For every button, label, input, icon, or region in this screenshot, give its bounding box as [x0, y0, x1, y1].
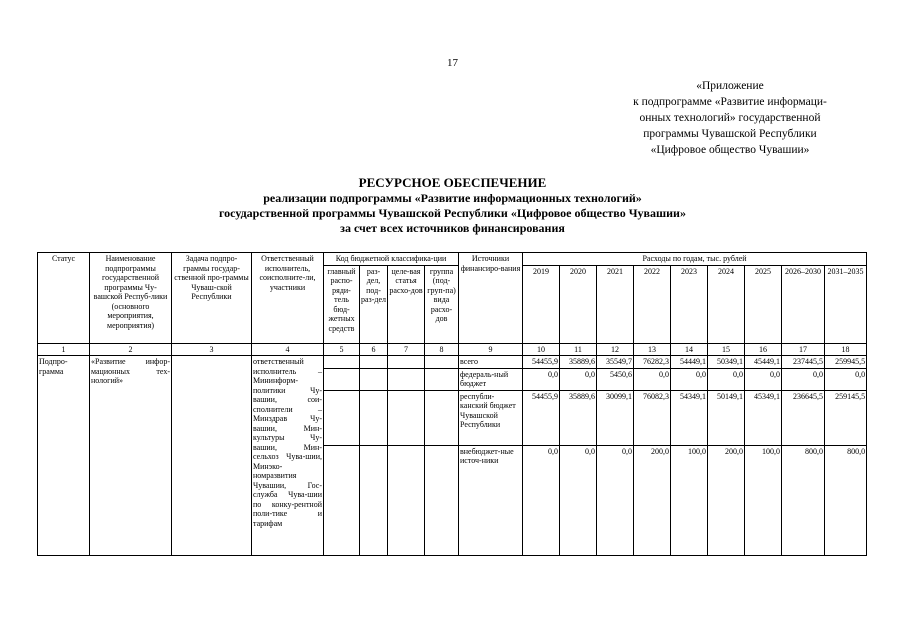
header-task: Задача подпро-граммы государ-ственной про-граммы Чуваш-ской Республики — [172, 253, 252, 344]
code-cell — [388, 390, 425, 445]
header-year: 2019 — [523, 265, 560, 343]
header-code-article: целе-вая статья расхо-дов — [388, 265, 425, 343]
title-line: государственной программы Чувашской Республики «Цифровое общество Чувашии» — [219, 206, 686, 220]
code-cell — [360, 356, 388, 369]
expense-value: 236645,5 — [782, 390, 825, 445]
header-year: 2021 — [597, 265, 634, 343]
code-cell — [388, 356, 425, 369]
expense-value: 0,0 — [782, 368, 825, 390]
expense-value: 0,0 — [745, 368, 782, 390]
document-title — [0, 175, 905, 236]
column-number: 10 — [523, 343, 560, 356]
source-label: республи-канский бюджет Чувашской Республики — [459, 390, 523, 445]
expense-value: 0,0 — [708, 368, 745, 390]
column-number: 15 — [708, 343, 745, 356]
appendix-line: к подпрограмме «Развитие информаци- — [633, 96, 827, 108]
header-year: 2022 — [634, 265, 671, 343]
row-status: Подпро-грамма — [38, 356, 90, 556]
expense-value: 45449,1 — [745, 356, 782, 369]
column-number: 18 — [825, 343, 867, 356]
header-budget-code: Код бюджетной классифика-ции — [324, 253, 459, 266]
column-number: 5 — [324, 343, 360, 356]
expense-value: 45349,1 — [745, 390, 782, 445]
header-responsible: Ответственный исполнитель, соисполните-ли, участники — [252, 253, 324, 344]
expense-value: 100,0 — [745, 445, 782, 555]
expense-value: 0,0 — [560, 445, 597, 555]
code-cell — [324, 390, 360, 445]
header-code-main-manager: главный распо-ряди-тель бюд-жетных средств — [324, 265, 360, 343]
header-code-section: раз-дел, под-раз-дел — [360, 265, 388, 343]
column-number: 14 — [671, 343, 708, 356]
column-number: 8 — [425, 343, 459, 356]
header-year: 2020 — [560, 265, 597, 343]
code-cell — [360, 368, 388, 390]
expense-value: 54349,1 — [671, 390, 708, 445]
expense-value: 35889,6 — [560, 356, 597, 369]
source-label: федераль-ный бюджет — [459, 368, 523, 390]
expense-value: 0,0 — [671, 368, 708, 390]
column-number: 1 — [38, 343, 90, 356]
column-number: 12 — [597, 343, 634, 356]
expense-value: 50149,1 — [708, 390, 745, 445]
header-expenses: Расходы по годам, тыс. рублей — [523, 253, 867, 266]
column-number: 6 — [360, 343, 388, 356]
header-year: 2026–2030 — [782, 265, 825, 343]
column-number: 17 — [782, 343, 825, 356]
title-line: реализации подпрограммы «Развитие информационных технологий» — [263, 191, 642, 205]
expense-value: 30099,1 — [597, 390, 634, 445]
expense-value: 76082,3 — [634, 390, 671, 445]
column-number: 4 — [252, 343, 324, 356]
appendix-line: «Цифровое общество Чувашии» — [650, 144, 810, 156]
code-cell — [324, 445, 360, 555]
code-cell — [324, 368, 360, 390]
column-number: 7 — [388, 343, 425, 356]
expense-value: 800,0 — [782, 445, 825, 555]
header-code-group: группа (под-груп-па) вида расхо-дов — [425, 265, 459, 343]
code-cell — [360, 390, 388, 445]
column-number: 16 — [745, 343, 782, 356]
expense-value: 237445,5 — [782, 356, 825, 369]
header-year: 2023 — [671, 265, 708, 343]
code-cell — [425, 356, 459, 369]
expense-value: 0,0 — [523, 368, 560, 390]
expense-value: 5450,6 — [597, 368, 634, 390]
column-number: 2 — [90, 343, 172, 356]
expense-value: 54455,9 — [523, 390, 560, 445]
code-cell — [425, 368, 459, 390]
appendix-line: онных технологий» государственной — [639, 112, 821, 124]
column-number: 3 — [172, 343, 252, 356]
column-number: 13 — [634, 343, 671, 356]
expense-value: 0,0 — [634, 368, 671, 390]
expense-value: 50349,1 — [708, 356, 745, 369]
expense-value: 200,0 — [708, 445, 745, 555]
appendix-line: «Приложение — [696, 80, 764, 92]
header-year: 2031–2035 — [825, 265, 867, 343]
column-number-row — [38, 343, 867, 356]
code-cell — [425, 390, 459, 445]
title-line: за счет всех источников финансирования — [340, 221, 565, 235]
row-name: «Развитие инфор-мационных тех-нологий» — [90, 356, 172, 556]
expense-value: 200,0 — [634, 445, 671, 555]
appendix-line: программы Чувашской Республики — [643, 128, 817, 140]
expense-value: 54449,1 — [671, 356, 708, 369]
row-task — [172, 356, 252, 556]
column-number: 11 — [560, 343, 597, 356]
source-label: внебюджет-ные источ-ники — [459, 445, 523, 555]
row-responsible: ответственный исполнитель – Мининформ-политики Чу-вашии, сои-сполнители – Минздрав Чу-вашии, Мин-культуры Чу-вашии, Мин-сельхоз Чува-шии, Минэко-номразвития Чувашии, Гос-служба Чува-шии по конку-рентной поли-тике и тарифам — [252, 356, 324, 556]
header-year: 2025 — [745, 265, 782, 343]
code-cell — [388, 445, 425, 555]
expense-value: 35549,7 — [597, 356, 634, 369]
code-cell — [388, 368, 425, 390]
expense-value: 259145,5 — [825, 390, 867, 445]
expense-value: 0,0 — [597, 445, 634, 555]
expense-value: 800,0 — [825, 445, 867, 555]
expense-value: 259945,5 — [825, 356, 867, 369]
expense-value: 0,0 — [523, 445, 560, 555]
title-main: РЕСУРСНОЕ ОБЕСПЕЧЕНИЕ — [358, 175, 547, 190]
header-row — [38, 253, 867, 266]
expense-value: 54455,9 — [523, 356, 560, 369]
expense-value: 76282,3 — [634, 356, 671, 369]
table-row — [38, 356, 867, 369]
expense-value: 35889,6 — [560, 390, 597, 445]
code-cell — [324, 356, 360, 369]
expense-value: 0,0 — [825, 368, 867, 390]
column-number: 9 — [459, 343, 523, 356]
expense-value: 100,0 — [671, 445, 708, 555]
code-cell — [425, 445, 459, 555]
header-year: 2024 — [708, 265, 745, 343]
source-label: всего — [459, 356, 523, 369]
header-name: Наименование подпрограммы государственной программы Чу-вашской Респуб-лики (основного мероприятия, мероприятия) — [90, 253, 172, 344]
page-number: 17 — [447, 57, 458, 69]
expense-value: 0,0 — [560, 368, 597, 390]
resource-table — [37, 252, 867, 556]
header-status: Статус — [38, 253, 90, 344]
header-sources: Источники финансиро-вания — [459, 253, 523, 344]
code-cell — [360, 445, 388, 555]
appendix-caption — [590, 78, 870, 158]
